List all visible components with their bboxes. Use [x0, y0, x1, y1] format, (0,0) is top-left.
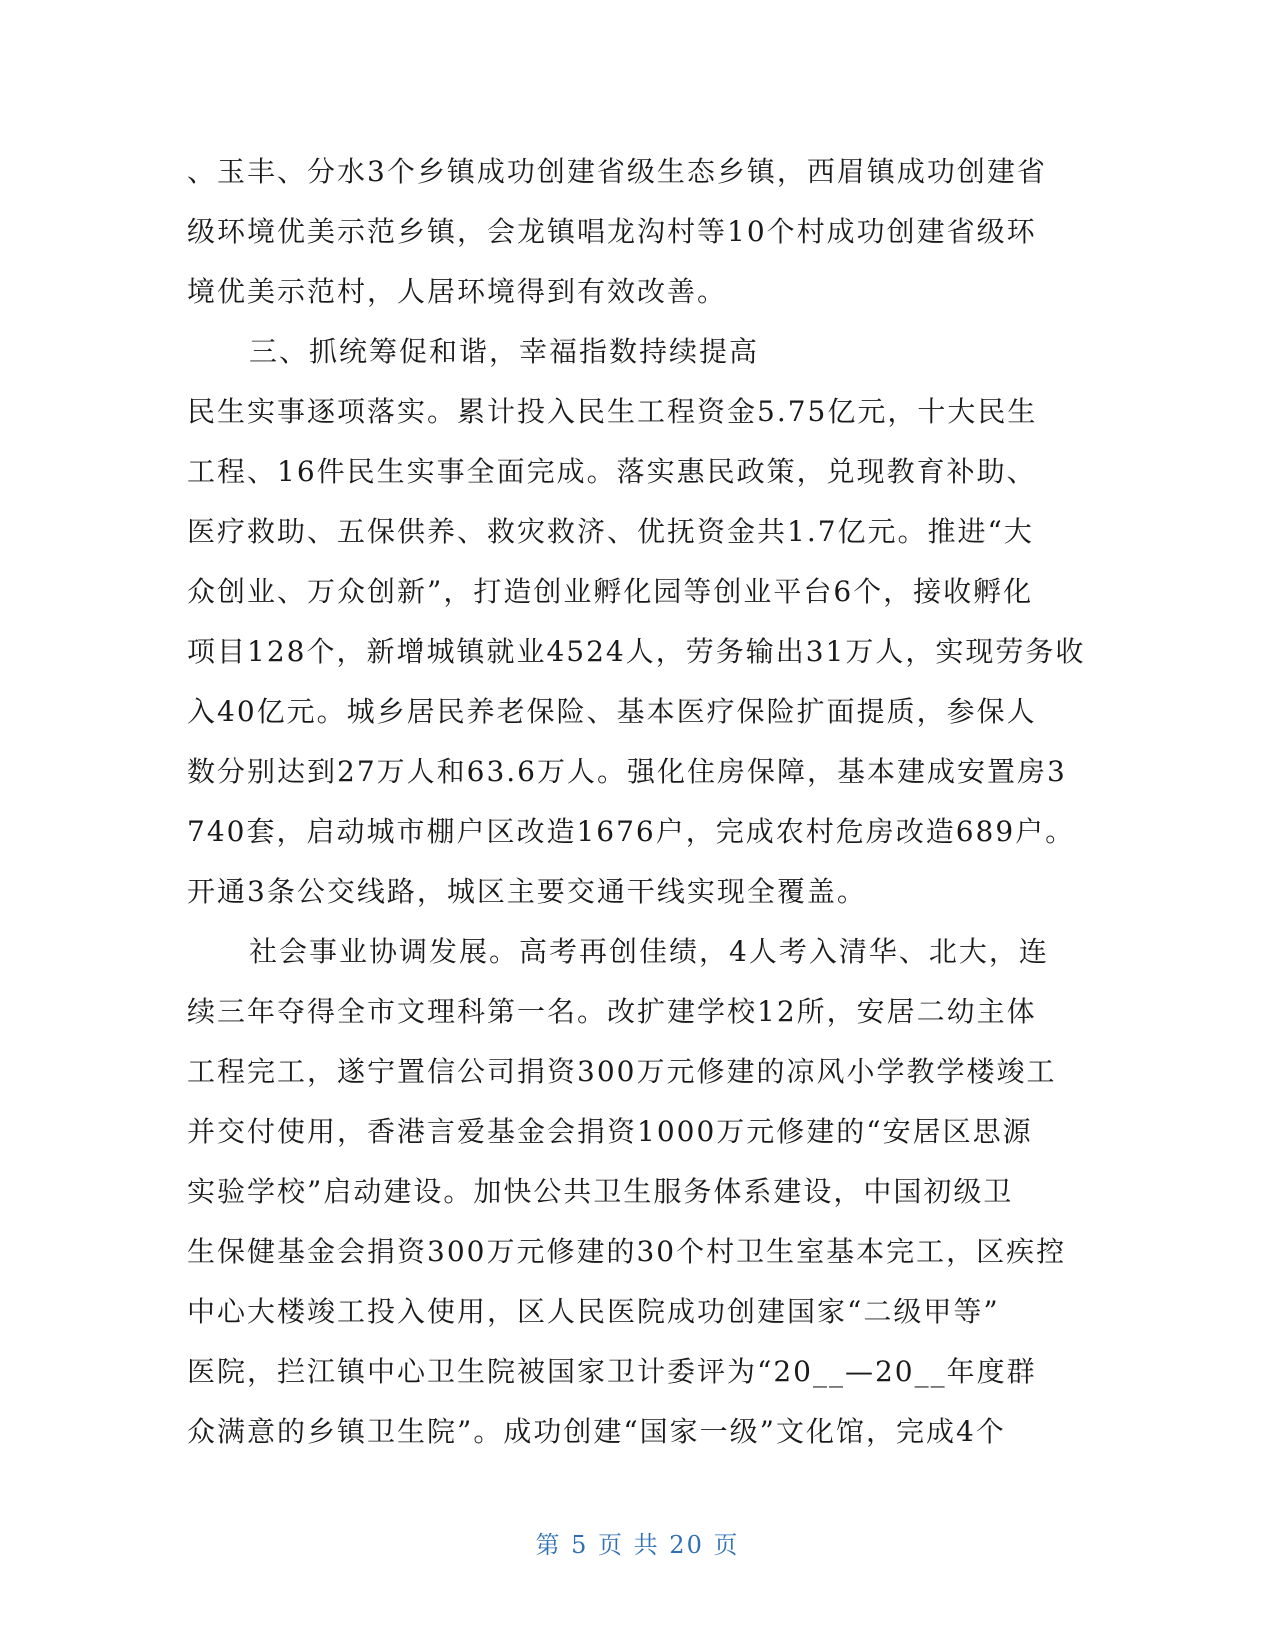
document-body	[187, 142, 1086, 1462]
text-line: 众创业、万众创新”，打造创业孵化园等创业平台6个，接收孵化	[187, 575, 1034, 608]
text-line: 中心大楼竣工投入使用，区人民医院成功创建国家“二级甲等”	[187, 1295, 1000, 1328]
text-line: 、玉丰、分水3个乡镇成功创建省级生态乡镇，西眉镇成功创建省	[187, 155, 1047, 188]
page-footer	[0, 1525, 1275, 1560]
text-line: 境优美示范村，人居环境得到有效改善。	[187, 275, 728, 308]
text-line: 级环境优美示范乡镇，会龙镇唱龙沟村等10个村成功创建省级环	[187, 215, 1037, 248]
text-line: 开通3条公交线路，城区主要交通干线实现全覆盖。	[187, 875, 867, 908]
text-line: 民生实事逐项落实。累计投入民生工程资金5.75亿元，十大民生	[187, 395, 1038, 428]
text-line: 入40亿元。城乡居民养老保险、基本医疗保险扩面提质，参保人	[187, 695, 1037, 728]
text-line: 生保健基金会捐资300万元修建的30个村卫生室基本完工，区疾控	[187, 1235, 1067, 1268]
text-line: 项目128个，新增城镇就业4524人，劳务输出31万人，实现劳务收	[187, 635, 1086, 668]
page-number-label: 第 5 页 共 20 页	[535, 1531, 740, 1559]
text-line: 数分别达到27万人和63.6万人。强化住房保障，基本建成安置房3	[187, 755, 1067, 788]
text-line: 工程、16件民生实事全面完成。落实惠民政策，兑现教育补助、	[187, 455, 1037, 488]
paragraph-start-line: 社会事业协调发展。高考再创佳绩，4人考入清华、北大，连	[249, 935, 1049, 968]
text-line: 众满意的乡镇卫生院”。成功创建“国家一级”文化馆，完成4个	[187, 1415, 1006, 1448]
text-line: 工程完工，遂宁置信公司捐资300万元修建的凉风小学教学楼竣工	[187, 1055, 1057, 1088]
section-heading: 三、抓统筹促和谐，幸福指数持续提高	[249, 335, 760, 368]
text-line: 740套，启动城市棚户区改造1676户，完成农村危房改造689户。	[187, 815, 1076, 848]
text-line: 实验学校”启动建设。加快公共卫生服务体系建设，中国初级卫	[187, 1175, 1014, 1208]
text-line: 医院，拦江镇中心卫生院被国家卫计委评为“20__—20__年度群	[187, 1355, 1037, 1388]
text-line: 医疗救助、五保供养、救灾救济、优抚资金共1.7亿元。推进“大	[187, 515, 1034, 548]
text-line: 续三年夺得全市文理科第一名。改扩建学校12所，安居二幼主体	[187, 995, 1037, 1028]
text-line: 并交付使用，香港言爱基金会捐资1000万元修建的“安居区思源	[187, 1115, 1033, 1148]
